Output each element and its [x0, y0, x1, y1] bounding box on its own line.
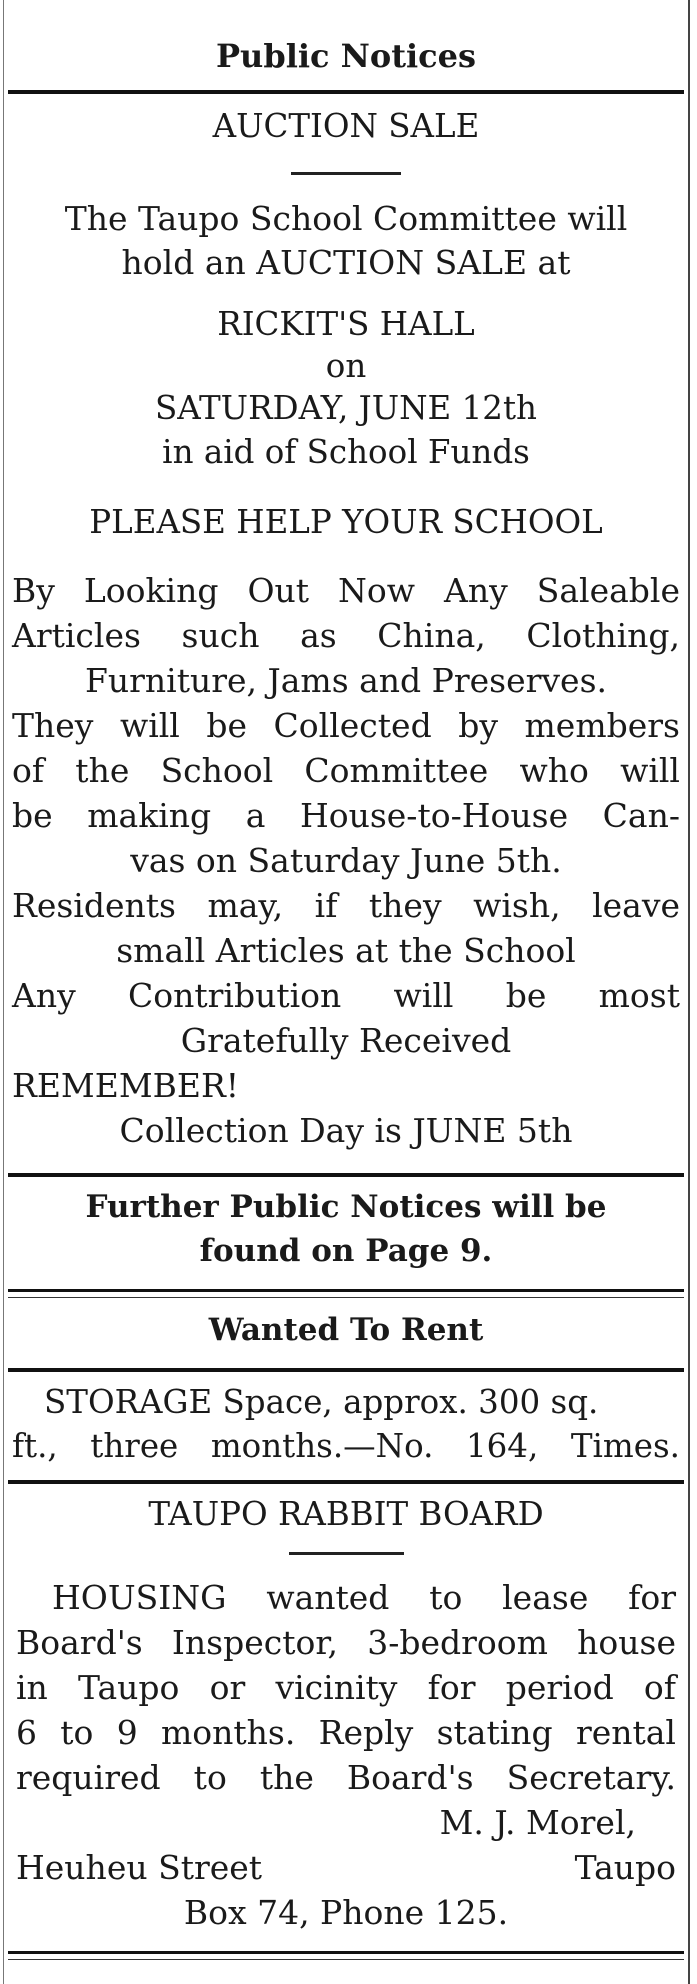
body-line-collection-day: Collection Day is JUNE 5th — [119, 1111, 573, 1150]
body-line: By Looking Out Now Any Saleable — [12, 571, 680, 610]
auction-intro-line: The Taupo School Committee will — [64, 199, 628, 238]
further-notices — [4, 1185, 688, 1273]
body-line: small Articles at the School — [116, 931, 576, 970]
venue-purpose: in aid of School Funds — [162, 433, 530, 471]
body-line: Any Contribution will be most — [12, 976, 680, 1015]
body-line: They will be Collected by members — [12, 706, 680, 745]
auction-body — [4, 568, 688, 1153]
rabbit-body — [4, 1575, 688, 1935]
rabbit-town: Taupo — [574, 1848, 676, 1887]
rabbit-street: Heuheu Street — [16, 1848, 263, 1887]
rabbit-heading: TAUPO RABBIT BOARD — [148, 1495, 544, 1533]
wanted-body — [4, 1380, 688, 1468]
double-divider — [8, 1951, 684, 1960]
rabbit-address — [16, 1845, 676, 1890]
body-line: Furniture, Jams and Preserves. — [84, 661, 608, 700]
further-line: found on Page 9. — [199, 1233, 493, 1269]
rabbit-line: required to the Board's Secretary. — [16, 1758, 676, 1797]
section-divider — [8, 90, 684, 94]
body-line: of the School Committee who will — [12, 751, 680, 790]
body-line: vas on Saturday June 5th. — [130, 841, 562, 880]
auction-intro — [4, 197, 688, 285]
auction-heading: AUCTION SALE — [212, 107, 480, 145]
body-line: Residents may, if they wish, leave — [12, 886, 680, 925]
rabbit-line: in Taupo or vicinity for period of — [16, 1668, 676, 1707]
body-line: Gratefully Received — [180, 1021, 512, 1060]
wanted-line: STORAGE Space, approx. 300 sq. — [44, 1383, 599, 1421]
public-notices-title: Public Notices — [215, 37, 477, 75]
venue-date: SATURDAY, JUNE 12th — [155, 389, 537, 427]
body-line: Articles such as China, Clothing, — [12, 616, 680, 655]
auction-venue — [4, 302, 688, 474]
body-line-remember: REMEMBER! — [12, 1066, 240, 1105]
double-divider — [8, 1289, 684, 1298]
rabbit-line: Board's Inspector, 3-bedroom house — [16, 1623, 676, 1662]
wanted-heading: Wanted To Rent — [208, 1312, 484, 1348]
venue-on: on — [325, 347, 367, 385]
auction-intro-line: hold an AUCTION SALE at — [121, 243, 571, 282]
venue-name: RICKIT'S HALL — [217, 305, 475, 343]
rabbit-box-phone: Box 74, Phone 125. — [183, 1893, 509, 1932]
rabbit-line: HOUSING wanted to lease for — [52, 1578, 676, 1617]
body-line: be making a House-to-House Can- — [12, 796, 680, 835]
wanted-line: ft., three months.—No. 164, Times. — [12, 1427, 680, 1465]
rabbit-line: 6 to 9 months. Reply stating rental — [16, 1713, 676, 1752]
rabbit-signature: M. J. Morel, — [439, 1803, 636, 1842]
notices-column — [3, 0, 690, 1984]
further-line: Further Public Notices will be — [85, 1189, 607, 1225]
auction-appeal: PLEASE HELP YOUR SCHOOL — [89, 503, 603, 541]
